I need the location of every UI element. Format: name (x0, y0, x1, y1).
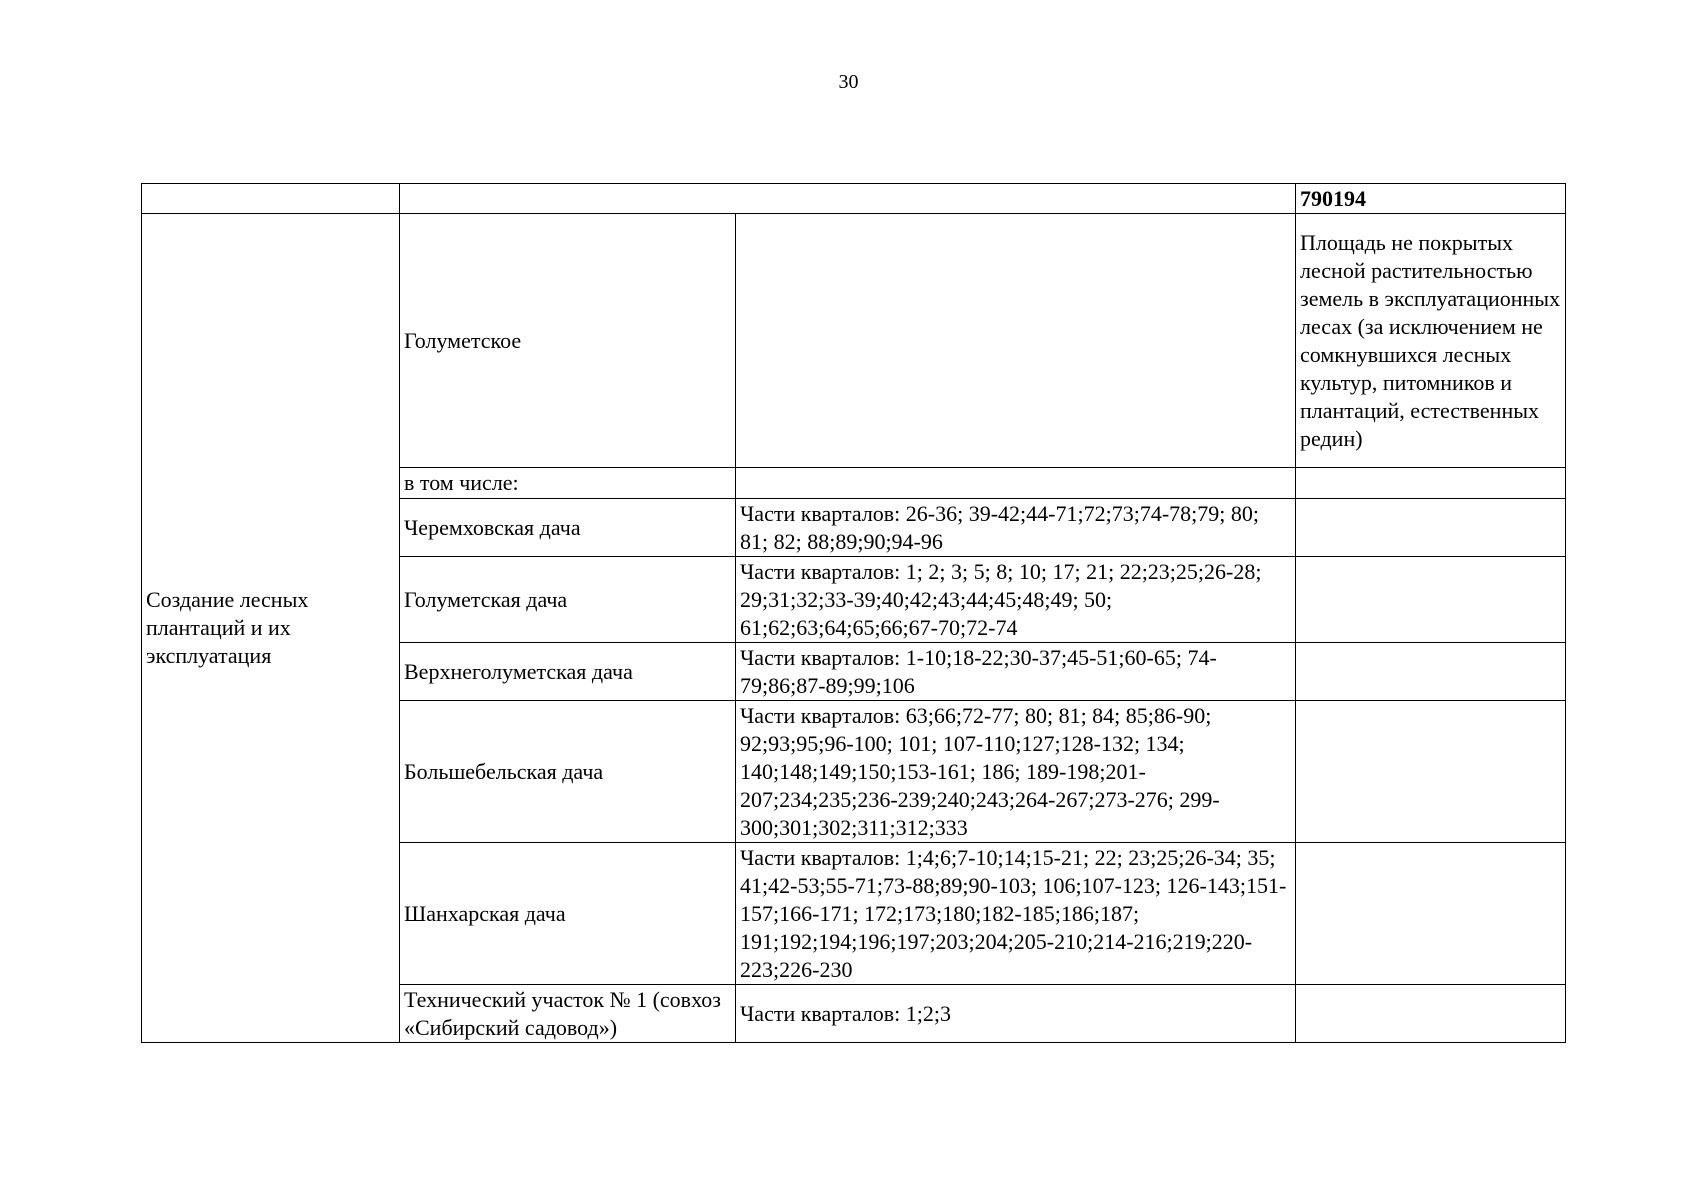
district-name-cell: Черемховская дача (400, 499, 736, 557)
quarters-cell: Части кварталов: 63;66;72-77; 80; 81; 84; 85;86-90; 92;93;95;96-100; 101; 107-110;127;128-132; 134; 140;148;149;150;153-161; 186; 189-198;201-207;234;235;236-239;240;243;264-267;273-276; 299-300;301;302;311;312;333 (736, 701, 1296, 843)
table-row (142, 214, 1566, 468)
area-cell (1296, 468, 1566, 499)
area-cell (1296, 701, 1566, 843)
area-cell (1296, 843, 1566, 985)
quarters-cell: Части кварталов: 1;2;3 (736, 985, 1296, 1043)
area-cell (1296, 557, 1566, 643)
district-name-cell: Технический участок № 1 (совхоз «Сибирский садовод») (400, 985, 736, 1043)
activity-type-cell: Создание лесных плантаций и их эксплуатация (142, 214, 400, 1043)
area-cell (1296, 643, 1566, 701)
header-empty-cell (400, 184, 1296, 214)
forestry-name-cell: Голуметское (400, 214, 736, 468)
quarters-cell: Части кварталов: 26-36; 39-42;44-71;72;73;74-78;79; 80; 81; 82; 88;89;90;94-96 (736, 499, 1296, 557)
area-cell (1296, 499, 1566, 557)
page-number: 30 (838, 71, 859, 93)
header-area-value: 790194 (1296, 184, 1566, 214)
area-cell (1296, 985, 1566, 1043)
including-label-cell: в том числе: (400, 468, 736, 499)
header-empty-cell (142, 184, 400, 214)
forest-plantation-table (141, 183, 1566, 1043)
district-name-cell: Голуметская дача (400, 557, 736, 643)
quarters-cell: Части кварталов: 1; 2; 3; 5; 8; 10; 17; 21; 22;23;25;26-28; 29;31;32;33-39;40;42;43;44;45;48;49; 50; 61;62;63;64;65;66;67-70;72-74 (736, 557, 1296, 643)
quarters-cell (736, 468, 1296, 499)
quarters-cell (736, 214, 1296, 468)
quarters-cell: Части кварталов: 1;4;6;7-10;14;15-21; 22; 23;25;26-34; 35; 41;42-53;55-71;73-88;89;90-103; 106;107-123; 126-143;151-157;166-171; 172;173;180;182-185;186;187; 191;192;194;196;197;203;204;205-210;214-216;219;220-223;226-230 (736, 843, 1296, 985)
district-name-cell: Шанхарская дача (400, 843, 736, 985)
district-name-cell: Большебельская дача (400, 701, 736, 843)
district-name-cell: Верхнеголуметская дача (400, 643, 736, 701)
quarters-cell: Части кварталов: 1-10;18-22;30-37;45-51;60-65; 74-79;86;87-89;99;106 (736, 643, 1296, 701)
table-header-row (142, 184, 1566, 214)
area-note-cell: Площадь не покрытых лесной растительностью земель в эксплуатационных лесах (за исключением не сомкнувшихся лесных культур, питомников и плантаций, естественных редин) (1296, 214, 1566, 468)
